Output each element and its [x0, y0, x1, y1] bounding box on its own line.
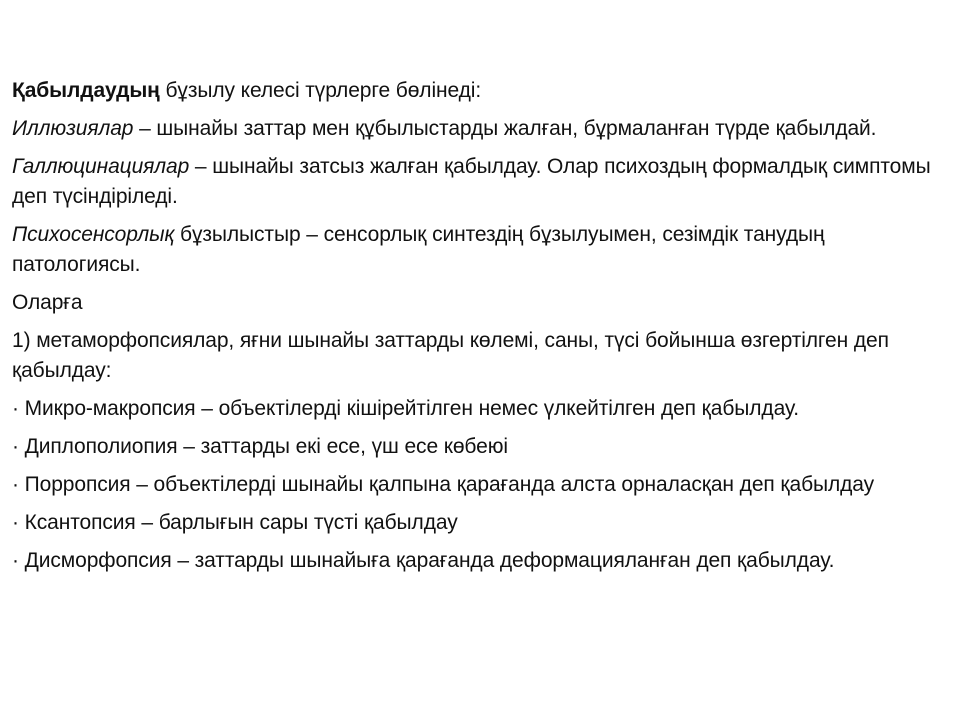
paragraph-text: бұзылу келесі түрлерге бөлінеді: — [159, 79, 482, 102]
paragraph-psychosensory — [12, 220, 944, 280]
paragraph-text: – шынайы затсыз жалған қабылдау. Олар психоздың формалдық симптомы деп түсіндіріледі. — [12, 155, 931, 208]
bullet-micro-macropsia — [12, 394, 944, 424]
paragraph-text: · Микро-макропсия – объектілерді кішірейтілген немес үлкейтілген деп қабылдау. — [12, 397, 799, 420]
paragraph-metamorphopsia — [12, 326, 944, 386]
paragraph-text: Оларға — [12, 291, 83, 314]
paragraph-intro — [12, 76, 944, 106]
bullet-xanthopsia — [12, 508, 944, 538]
paragraph-text: · Порропсия – объектілерді шынайы қалпына қарағанда алста орналасқан деп қабылдау — [12, 473, 875, 496]
paragraph-these-include — [12, 288, 944, 318]
bullet-dysmorphopsia — [12, 546, 944, 576]
term-hallucinations: Галлюцинациялар — [12, 155, 190, 178]
bullet-porropsia — [12, 470, 944, 500]
paragraph-text: · Диплополиопия – заттарды екі есе, үш есе көбеюі — [12, 435, 508, 458]
paragraph-hallucinations — [12, 152, 944, 212]
paragraph-illusions — [12, 114, 944, 144]
term-illusions: Иллюзиялар — [12, 117, 134, 140]
paragraph-text: бұзылыстыр – сенсорлық синтездің бұзылуымен, сезімдік танудың патологиясы. — [12, 223, 825, 276]
paragraph-text: – шынайы заттар мен құбылыстарды жалған, бұрмаланған түрде қабылдай. — [133, 117, 877, 140]
bullet-diplopoliopia — [12, 432, 944, 462]
paragraph-text: · Ксантопсия – барлығын сары түсті қабылдау — [12, 511, 458, 534]
term-perception: Қабылдаудың — [12, 79, 160, 102]
term-psychosensory: Психосенсорлық — [12, 223, 175, 246]
paragraph-text: · Дисморфопсия – заттарды шынайыға қарағанда деформацияланған деп қабылдау. — [12, 549, 835, 572]
paragraph-text: 1) метаморфопсиялар, яғни шынайы заттарды көлемі, саны, түсі бойынша өзгертілген деп қабылдау: — [12, 329, 889, 382]
